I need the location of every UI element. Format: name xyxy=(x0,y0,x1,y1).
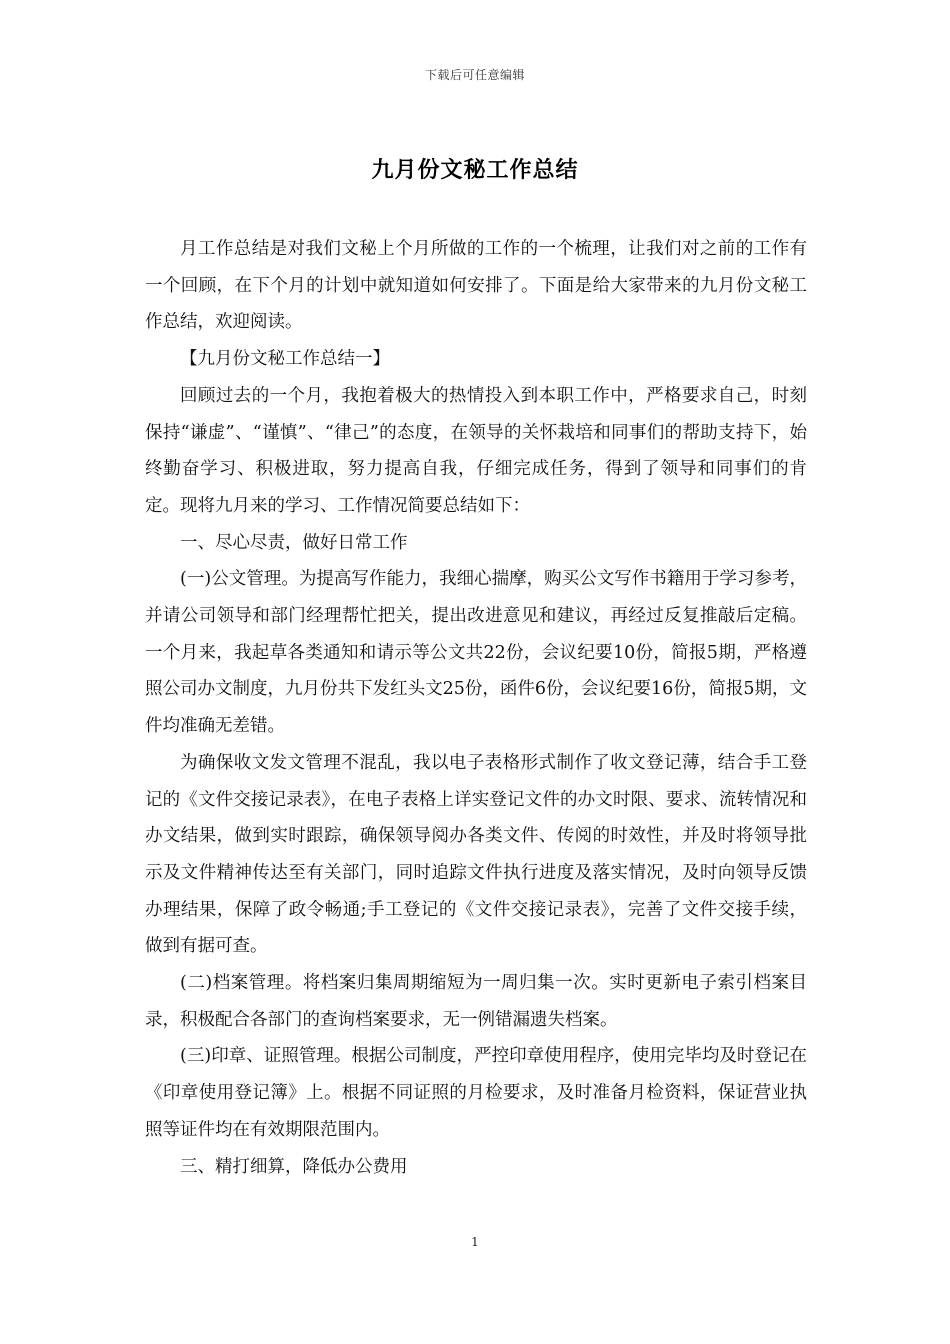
seal-license-management-paragraph: (三)印章、证照管理。根据公司制度，严控印章使用程序，使用完毕均及时登记在《印章使用登记簿》上。根据不同证照的月检要求，及时准备月检资料，保证营业执照等证件均在有效期限范围内。 xyxy=(145,1046,807,1140)
page-number: 1 xyxy=(471,1235,479,1249)
archive-management-paragraph: (二)档案管理。将档案归集周期缩短为一周归集一次。实时更新电子索引档案目录，积极配合各部门的查询档案要求，无一例错漏遗失档案。 xyxy=(145,973,807,1030)
document-title: 九月份文秘工作总结 xyxy=(371,157,579,183)
page-header-note: 下载后可任意编辑 xyxy=(424,68,525,82)
document-body xyxy=(145,231,807,1185)
section-heading-cost-saving: 三、精打细算，降低办公费用 xyxy=(180,1156,408,1177)
file-tracking-paragraph: 为确保收文发文管理不混乱，我以电子表格形式制作了收文登记薄，结合手工登记的《文件交接记录表》，在电子表格上详实登记文件的办文时限、要求、流转情况和办文结果，做到实时跟踪，确保领导阅办各类文件、传阅的时效性，并及时将领导批示及文件精神传达至有关部门，同时追踪文件执行进度及落实情况，及时向领导反馈办理结果，保障了政令畅通;手工登记的《文件交接记录表》，完善了文件交接手续，做到有据可查。 xyxy=(145,752,807,957)
document-management-paragraph: (一)公文管理。为提高写作能力，我细心揣摩，购买公文写作书籍用于学习参考，并请公司领导和部门经理帮忙把关，提出改进意见和建议，再经过反复推敲后定稿。一个月来，我起草各类通知和请示等公文共22份，会议纪要10份，简报5期，严格遵照公司办文制度，九月份共下发红头文25份，函件6份，会议纪要16份，简报5期，文件均准确无差错。 xyxy=(145,569,807,737)
review-paragraph: 回顾过去的一个月，我抱着极大的热情投入到本职工作中，严格要求自己，时刻保持“谦虚”、“谨慎”、“律己”的态度，在领导的关怀栽培和同事们的帮助支持下，始终勤奋学习、积极进取，努力提高自我，仔细完成任务，得到了领导和同事们的肯定。现将九月来的学习、工作情况简要总结如下： xyxy=(145,385,807,516)
section-heading-daily-work: 一、尽心尽责，做好日常工作 xyxy=(180,532,408,553)
intro-paragraph: 月工作总结是对我们文秘上个月所做的工作的一个梳理，让我们对之前的工作有一个回顾，在下个月的计划中就知道如何安排了。下面是给大家带来的九月份文秘工作总结，欢迎阅读。 xyxy=(145,239,807,333)
section-heading-summary-one: 【九月份文秘工作总结一】 xyxy=(180,349,390,370)
